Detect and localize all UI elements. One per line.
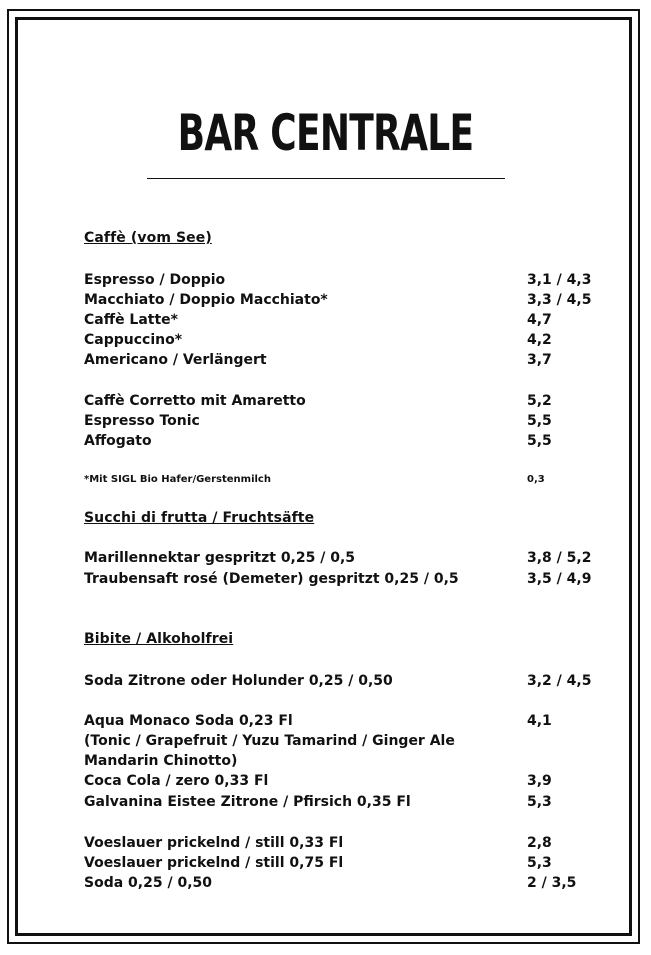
item-name: Cappuccino*: [84, 332, 183, 348]
title-divider: [147, 178, 505, 179]
menu-item: [84, 833, 604, 853]
menu-item: [84, 569, 604, 589]
item-description: (Tonic / Grapefruit / Yuzu Tamarind / Ginger Ale: [84, 733, 455, 749]
item-price: 3,9: [527, 773, 552, 789]
menu-item: [84, 671, 604, 691]
menu-item: [84, 350, 604, 370]
item-name: Affogato: [84, 433, 152, 449]
footnote-price: 0,3: [527, 474, 545, 485]
item-price: 2 / 3,5: [527, 875, 577, 891]
menu-footnote: [84, 473, 604, 487]
menu-item: [84, 771, 604, 791]
menu-item: [84, 290, 604, 310]
item-price: 5,3: [527, 855, 552, 871]
item-price: 3,7: [527, 352, 552, 368]
item-price: 5,5: [527, 433, 552, 449]
menu-item: [84, 431, 604, 451]
item-name: Galvanina Eistee Zitrone / Pfirsich 0,35 Fl: [84, 794, 411, 810]
menu-item: [84, 330, 604, 350]
item-price: 5,2: [527, 393, 552, 409]
item-name: Macchiato / Doppio Macchiato*: [84, 292, 328, 308]
item-name: Espresso / Doppio: [84, 272, 226, 288]
item-price: 5,3: [527, 794, 552, 810]
item-price: 3,5 / 4,9: [527, 571, 592, 587]
item-name: Caffè Latte*: [84, 312, 179, 328]
footnote-text: *Mit SIGL Bio Hafer/Gerstenmilch: [84, 474, 271, 485]
menu-item: [84, 391, 604, 411]
menu-item: [84, 873, 604, 893]
menu-item: [84, 853, 604, 873]
item-name: Aqua Monaco Soda 0,23 Fl: [84, 713, 293, 729]
item-name: Espresso Tonic: [84, 413, 200, 429]
section-heading-caffe: Caffè (vom See): [84, 230, 212, 246]
item-price: 3,2 / 4,5: [527, 673, 592, 689]
menu-item: [84, 310, 604, 330]
item-price: 4,1: [527, 713, 552, 729]
item-name: Traubensaft rosé (Demeter) gespritzt 0,25 / 0,5: [84, 571, 459, 587]
item-name: Caffè Corretto mit Amaretto: [84, 393, 306, 409]
menu-item: [84, 411, 604, 431]
item-description: Mandarin Chinotto): [84, 753, 238, 769]
item-name: Soda Zitrone oder Holunder 0,25 / 0,50: [84, 673, 393, 689]
item-name: Soda 0,25 / 0,50: [84, 875, 212, 891]
item-name: Voeslauer prickelnd / still 0,33 Fl: [84, 835, 344, 851]
section-heading-bibite: Bibite / Alkoholfrei: [84, 631, 234, 647]
menu-item: [84, 270, 604, 290]
item-price: 3,8 / 5,2: [527, 550, 592, 566]
section-heading-succhi: Succhi di frutta / Fruchtsäfte: [84, 510, 315, 526]
item-name: Voeslauer prickelnd / still 0,75 Fl: [84, 855, 344, 871]
item-price: 4,2: [527, 332, 552, 348]
item-price: 4,7: [527, 312, 552, 328]
item-price: 3,1 / 4,3: [527, 272, 592, 288]
item-price: 5,5: [527, 413, 552, 429]
item-name: Marillennektar gespritzt 0,25 / 0,5: [84, 550, 356, 566]
menu-item: [84, 792, 604, 812]
item-name: Americano / Verlängert: [84, 352, 267, 368]
item-price: 3,3 / 4,5: [527, 292, 592, 308]
item-price: 2,8: [527, 835, 552, 851]
item-name: Coca Cola / zero 0,33 Fl: [84, 773, 269, 789]
menu-item: [84, 711, 604, 731]
menu-title: BAR CENTRALE: [177, 104, 474, 162]
menu-item: [84, 548, 604, 568]
